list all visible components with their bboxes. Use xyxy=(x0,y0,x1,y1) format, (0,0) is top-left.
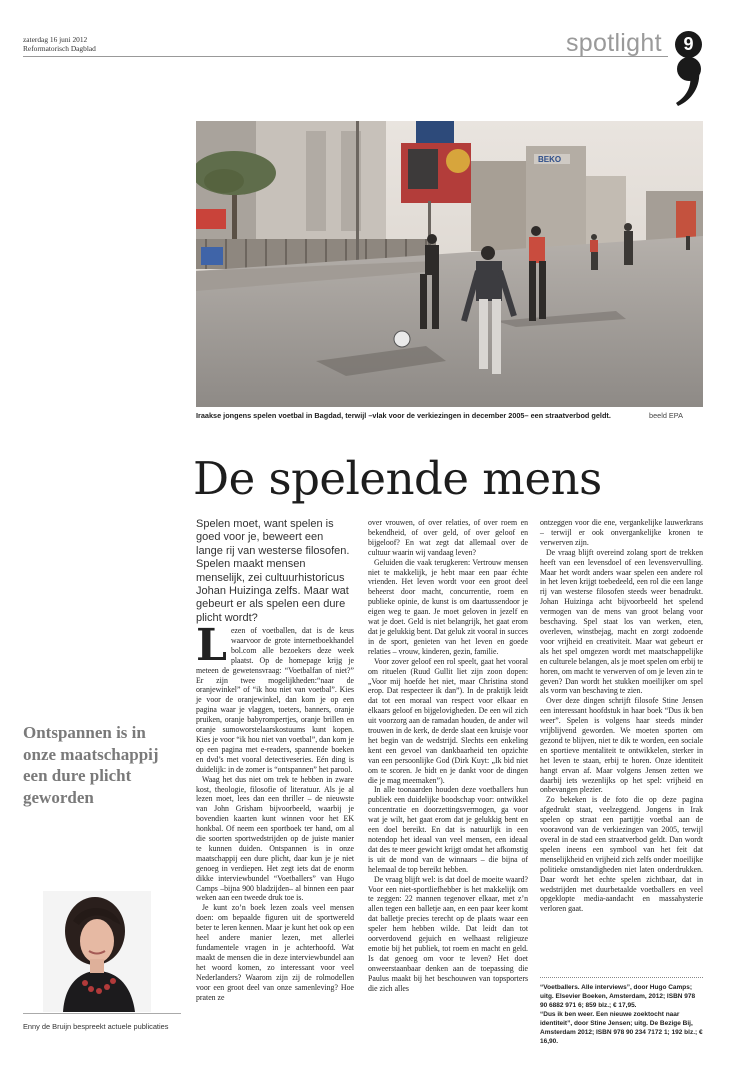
author-photo-icon xyxy=(43,891,151,1012)
section-name: spotlight xyxy=(566,29,662,57)
article-title: De spelende mens xyxy=(193,452,602,505)
article-intro: Spelen moet, want spelen is goed voor je, beweert een lange rij van westerse filosofen. Spelen maakt mensen menselijk, zei cultuurhistoricus Johan Huizinga zelfs. Maar wat gebeurt er als spelen een dure plicht wordt? xyxy=(196,518,350,624)
photo-caption-text: Iraakse jongens spelen voetbal in Bagdad, terwijl –vlak voor de verkiezingen in december 2005– een straatverbod geldt. xyxy=(196,411,611,420)
article-paragraph: De vraag blijft wel: is dat doel de moeite waard? Voor een niet-sportliefhebber is het makkelijk om te zeggen: 22 mannen tegenover elkaar, met z’n allen tegen een balletje aan, en een paar keer komt dat balletje precies terecht op de plaats waar een speler hem hebben wilde. Dat leidt dan tot oorverdovend gejuich en welhaast religieuze emotie bij het publiek, tot roem en macht en geld. Is dat genoeg om voor te leven? Het doet onweerstaanbaar denken aan de toepassing die Paulus maakt bij het beschouwen van topsporters die zich alles xyxy=(368,874,528,993)
article-paragraph: De vraag blijft overeind zolang sport de trekken heeft van een levensdoel of een levensvervulling. Maar het wordt anders waar spelen een andere rol in het leven krijgt toebedeeld, een rol die een lange rij van westerse filosofen steeds weer benadrukt. Johan Huizinga acht bijvoorbeeld het spelend vermogen van de mens van groot belang voor beschaving. Spel staat los van werken, eten, overleven, winstbejag, macht en zorgt zodoende voor vrijheid en creativiteit. Maar wat gebeurt er als het spel omgezen wordt met maatschappelijke en culturele belangen, als je moet spelen om erbij te horen, om macht te verwerven of om je leven zin te geven? Dan wordt het stukken moeilijker om spel als vorm van beschaving te zien. xyxy=(540,547,703,696)
page-number-badge: 9 xyxy=(675,31,702,58)
author-caption: Enny de Bruijn bespreekt actuele publicaties xyxy=(23,1022,169,1031)
article-paragraph: over vrouwen, of over relaties, of over roem en bekendheid, of over geld, of over geloof en bijgeloof? En wat zegt dat allemaal over de cultuur waarin wij vandaag leven? xyxy=(368,518,528,557)
masthead-date-block xyxy=(23,35,96,54)
newspaper-name: Reformatorisch Dagblad xyxy=(23,44,96,54)
book-reference: “Voetballers. Alle interviews”, door Hugo Camps; uitg. Elsevier Boeken, Amsterdam, 2012; ISBN 978 90 6882 971 6; 859 blz.; € 17,95. xyxy=(540,984,696,1009)
book-reference: “Dus ik ben weer. Een nieuwe zoektocht naar identiteit”, door Stine Jensen; uitg. De Bezige Bij, Amsterdam 2012; ISBN 978 90 234 7172 1; 192 blz.; € 16,90. xyxy=(540,1011,703,1045)
article-column-1 xyxy=(196,620,354,1002)
book-info xyxy=(540,984,703,1048)
article-paragraph: Je kunt zo’n boek lezen zoals veel mensen doen: om bepaalde figuren uit de sportwereld beter te leren kennen. Maar je kunt het ook op een heel andere manier lezen, met allerlei fundamentele vragen in je achterhoofd. Wat maakt de mensen die in deze interviewbundel aan het woord komen, zo interessant voor veel Nederlanders? Waarom zijn zij de rolmodellen voor een groot deel van onze samenleving? Hoe praten ze xyxy=(196,903,354,1002)
article-column-2 xyxy=(368,518,528,994)
storefront-sign: BEKO xyxy=(538,155,562,164)
bagdad-street-football-photo xyxy=(196,121,703,407)
article-paragraph: Voor zover geloof een rol speelt, gaat het vooral om rituelen (Ruud Gullit liet zijn zoon dopen: „Voor mij hoefde het niet, maar Christina stond erop. Dat respecteer ik dan”). In de praktijk leidt dat tot een moraal van respect voor elkaar en elkaars geloof en bijgelovigheden. De een wil zich uit voorzorg aan de ramadan houden, de ander wil trouwen in de kerk, de derde slaat een kruisje voor het begin van de wedstrijd. Slechts een enkeling kent een gevoel van dankbaarheid ten opzichte van een persoonlijke God (Dirk Kuyt: „Ik bid niet om te scoren. Je bidt en je dankt voor de dingen die je mag meemaken”). xyxy=(368,656,528,785)
portrait-divider xyxy=(23,1013,181,1014)
article-paragraph: In alle toonaarden houden deze voetballers hun publiek een duidelijke boodschap voor: ontwikkel concentratie en doorzettingsvermogen, ga voor wat je wilt, het gaat erom dat je gelukkig bent en een doel bereikt. En dat is natuurlijk in een notendop het ideaal van veel mensen, een ideaal dat des te meer gewicht krijgt omdat het afkomstig is uit de mond van de winnaars – die bijna of helemaal de top bereikt hebben. xyxy=(368,785,528,874)
issue-date: zaterdag 16 juni 2012 xyxy=(23,35,88,44)
article-paragraph: Over deze dingen schrijft filosofe Stine Jensen een interessant hoofdstuk in haar boek “Dus ik ben weer”. Spelen is volgens haar steeds minder vrijblijvend geworden. We moeten sporten om gezond te blijven, niet te dik te worden, een sociale en sportieve mentaliteit te ontwikkelen, sterker in het leven te staan, erbij te horen. Onze identiteit hangt ervan af. Maar volgens Jensen zetten we daarbij iets wezenlijks op het spel: vrijheid en onbevangen plezier. xyxy=(540,696,703,795)
article-photo xyxy=(196,121,703,407)
article-paragraph: ezen of voetballen, dat is de keus waarvoor de grote internetboekhandel bol.com alle bezoekers deze week plaatst. Op de homepage krijg je meteen de gewetensvraag: “Voetbalfan of niet?” Er zijn twee mogelijkheden:“naar de oranjewinkel” of “ik hou niet van voetbal”. Kies je voor de oranjewinkel, dan kom je op een pagina waar je vlaggen, toeters, banners, oranje pruiken, oranje babyrompertjes, oranje brillen en oranje sumoworstelaarskostuums kunt kopen. Kies je voor “ik hou niet van voetbal”, dan kom je op een pagina met e-readers, spannende boeken en dvd’s met vooral detectiveseries. Eén ding is duidelijk: in de zomer is “ontspannen” het parool. xyxy=(196,626,354,774)
photo-credit: beeld EPA xyxy=(649,411,683,420)
comma-logo-icon xyxy=(672,56,706,108)
article-paragraph: Zo bekeken is de foto die op deze pagina afgedrukt staat, veelzeggend. Jongens in Irak spelen op straat een partijtje voetbal aan de vooravond van de verkiezingen van 2005, terwijl overal in de stad een straatverbod geldt. Dan wordt spelen ineens een symbool van het feit dat menselijkheid en vrijheid zich zelfs onder moeilijke politieke omstandigheden niet laten onderdrukken. Daar wordt het echte spelen zichtbaar, dat in wedstrijden met duurbetaalde voetballers en veel opgeklopte media-aandacht en massahysterie verloren gaat. xyxy=(540,795,703,914)
author-portrait xyxy=(43,891,151,1012)
article-paragraph: ontzeggen voor die ene, vergankelijke lauwerkrans – terwijl er ook onvergankelijke kronen te verwerven zijn. xyxy=(540,518,703,547)
drop-cap: L xyxy=(196,620,227,671)
photo-caption xyxy=(196,411,703,420)
book-info-divider xyxy=(540,977,703,978)
pull-quote: Ontspannen is in onze maatschappij een dure plicht geworden xyxy=(23,723,159,807)
article-column-3 xyxy=(540,518,703,914)
article-paragraph: Waag het dus niet om trek te hebben in zware kost, theologie, filosofie of literatuur. Als je al lezen moet, lees dan een thriller – de nieuwste van John Grisham bijvoorbeeld, waarbij je bovendien kaarten kunt winnen voor het EK honkbal. Of neem een sportboek ter hand, om al die soorten sportwedstrijden op de juiste manier te kunnen duiden. Ontspannen is in onze maatschappij een dure plicht, daar kun je je niet genoeg in verdiepen. Het zegt iets dat de enorm dikke interviewbundel “Voetballers” van Hugo Camps –bijna 900 bladzijden– al binnen een paar weken aan een tweede druk toe is. xyxy=(196,774,354,903)
article-paragraph: Geluiden die vaak terugkeren: Vertrouw mensen niet te makkelijk, je hebt maar een paar échte vrienden. Het leven wordt voor een groot deel beheerst door macht, concurrentie, roem en publieke opinie, de kunst is om daartussendoor je eigen weg te gaan. Je moet geloven in jezelf en wat je doet. Geld is niet belangrijk, het gaat erom dat je gelukkig bent. Dat geluk zit vooral in succes in de sport, genieten van het leven en goede relaties – vrouw, kinderen, gezin, familie. xyxy=(368,557,528,656)
